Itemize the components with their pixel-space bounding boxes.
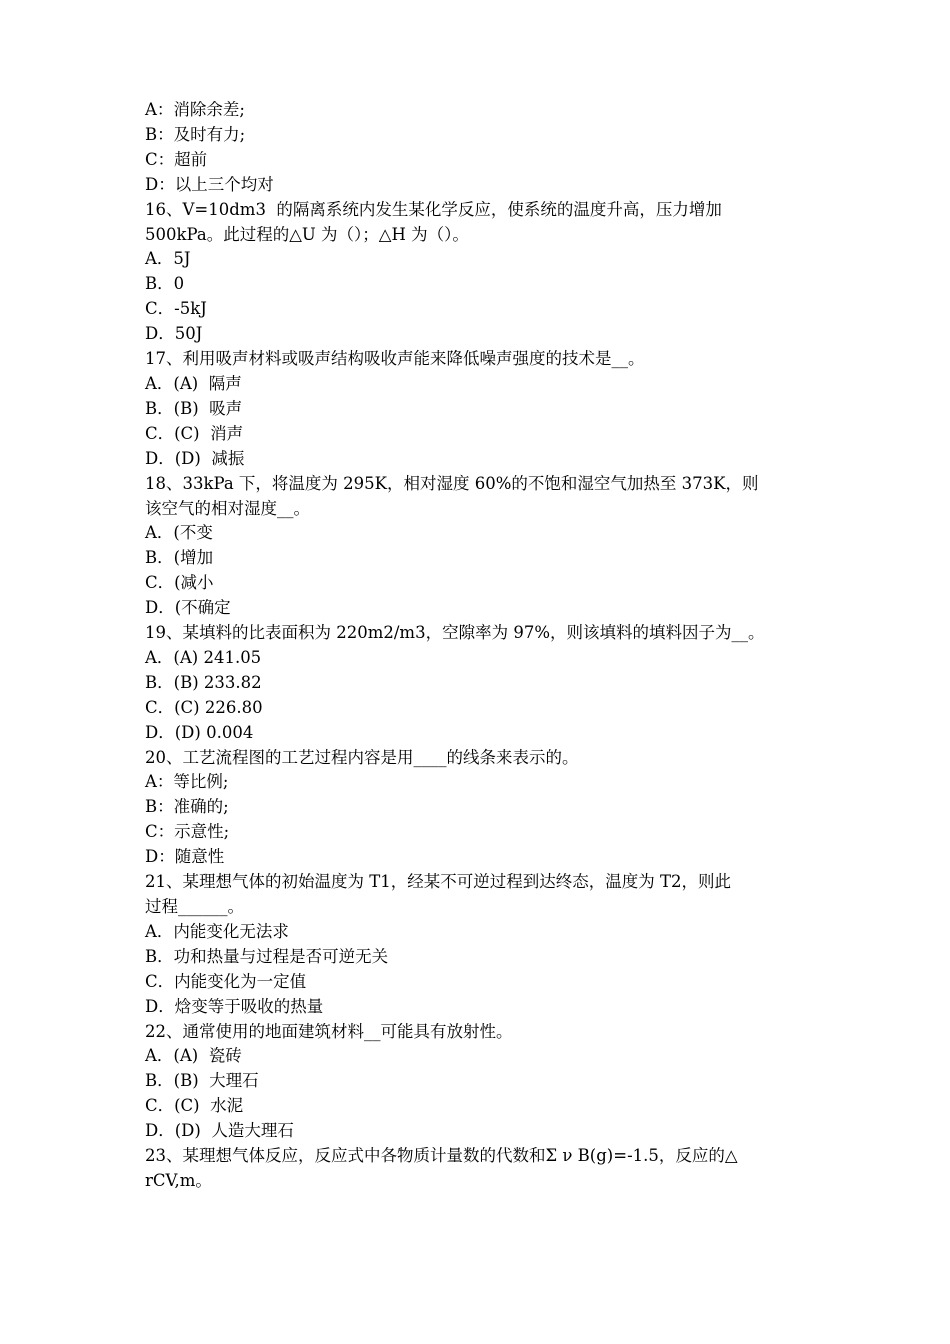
option-line: D．(D) 人造大理石	[145, 1121, 294, 1141]
document-page	[145, 98, 815, 1194]
option-line: C．(减小	[145, 573, 214, 593]
question-text: 22、通常使用的地面建筑材料__可能具有放射性。	[145, 1021, 513, 1041]
option-line: A．(A) 隔声	[145, 373, 242, 393]
option-line: D．(D) 0.004	[145, 722, 254, 742]
option-line: A：消除余差;	[145, 100, 245, 119]
option-line: D：随意性	[145, 847, 225, 867]
option-line: A．(A) 瓷砖	[145, 1046, 242, 1066]
option-line: B．(增加	[145, 548, 214, 568]
question-21	[145, 870, 815, 1019]
option-line: B．(B) 大理石	[145, 1071, 259, 1091]
option-line: C：示意性;	[145, 822, 230, 842]
option-line: A．(不变	[145, 523, 213, 543]
option-line: C．(C) 水泥	[145, 1096, 244, 1116]
option-line: B．0	[145, 274, 185, 294]
question-text: 该空气的相对湿度__。	[145, 498, 310, 518]
question-22	[145, 1020, 815, 1145]
option-line: D．焓变等于吸收的热量	[145, 996, 324, 1016]
option-line: B．(B) 吸声	[145, 398, 243, 418]
question-text: 19、某填料的比表面积为 220m2/m3，空隙率为 97%，则该填料的填料因子为__。	[145, 623, 765, 643]
question-text: 17、利用吸声材料或吸声结构吸收声能来降低噪声强度的技术是__。	[145, 349, 645, 369]
question-text: 16、V=10dm3 的隔离系统内发生某化学反应，使系统的温度升高，压力增加	[145, 199, 722, 219]
question-18	[145, 472, 815, 621]
previous-question-options	[145, 98, 815, 198]
option-line: B：及时有力;	[145, 124, 246, 144]
question-text: 500kPa。此过程的△U 为（）；△H 为（）。	[145, 224, 469, 244]
option-line: B：准确的;	[145, 797, 229, 817]
option-line: A：等比例;	[145, 772, 229, 792]
question-text: 23、某理想气体反应，反应式中各物质计量数的代数和Σ ν B(g)=-1.5，反应的△	[145, 1146, 738, 1166]
option-line: A．5J	[145, 249, 191, 269]
option-line: D．(不确定	[145, 598, 231, 618]
question-text: rCV,m。	[145, 1170, 212, 1190]
question-text: 21、某理想气体的初始温度为 T1，经某不可逆过程到达终态，温度为 T2，则此	[145, 872, 731, 892]
option-line: C．(C) 226.80	[145, 697, 263, 717]
option-line: C．(C) 消声	[145, 423, 244, 443]
option-line: A．内能变化无法求	[145, 921, 289, 941]
question-16	[145, 198, 815, 347]
option-line: C．-5kJ	[145, 299, 207, 319]
option-line: A．(A) 241.05	[145, 647, 262, 667]
option-line: D．(D) 减振	[145, 448, 245, 468]
option-line: C．内能变化为一定值	[145, 971, 307, 991]
question-20	[145, 746, 815, 871]
question-text: 18、33kPa 下，将温度为 295K，相对湿度 60%的不饱和湿空气加热至 373K，则	[145, 473, 759, 493]
question-17	[145, 347, 815, 472]
question-23	[145, 1144, 815, 1194]
option-line: B．(B) 233.82	[145, 672, 262, 692]
option-line: C：超前	[145, 149, 208, 169]
question-text: 20、工艺流程图的工艺过程内容是用____的线条来表示的。	[145, 747, 579, 767]
option-line: D：以上三个均对	[145, 174, 274, 194]
option-line: D．50J	[145, 324, 203, 344]
question-text: 过程______。	[145, 897, 244, 916]
option-line: B．功和热量与过程是否可逆无关	[145, 946, 389, 966]
question-19	[145, 621, 815, 746]
